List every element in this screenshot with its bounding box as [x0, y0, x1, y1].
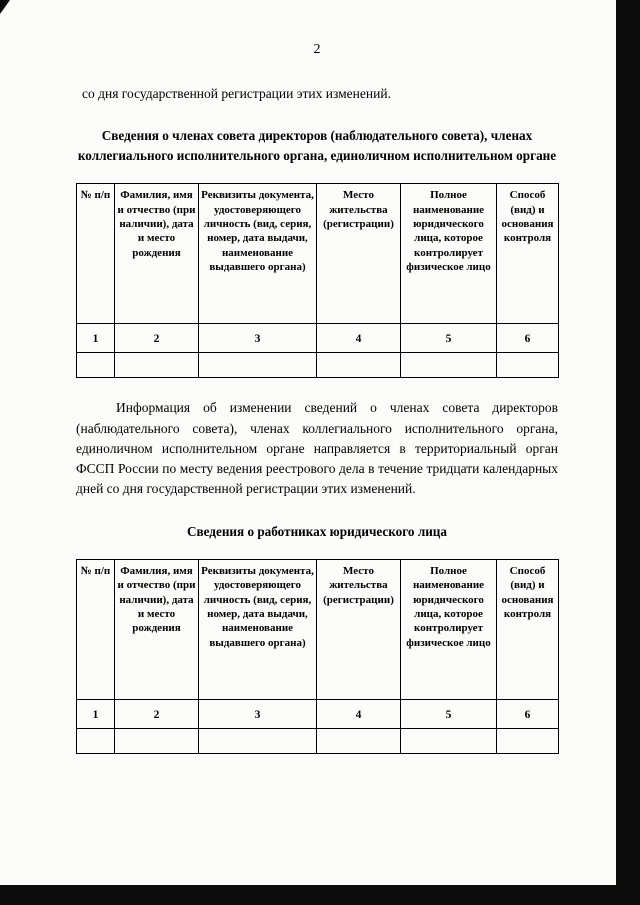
empty-cell [115, 353, 199, 378]
empty-cell [77, 353, 115, 378]
section-title-employees: Сведения о работниках юридического лица [186, 523, 448, 539]
directors-table-number-row [77, 324, 559, 353]
empty-cell [317, 729, 401, 754]
column-number: 4 [317, 700, 401, 729]
empty-cell [199, 729, 317, 754]
column-number: 3 [199, 324, 317, 353]
header-cell-number: № п/п [77, 184, 115, 324]
column-number: 4 [317, 324, 401, 353]
empty-cell [497, 729, 559, 754]
column-number: 5 [401, 324, 497, 353]
column-number: 3 [199, 700, 317, 729]
header-cell-document: Реквизиты документа, удостоверяющего личность (вид, серия, номер, дата выдачи, наименование выдавшего органа) [199, 184, 317, 324]
column-number: 2 [115, 700, 199, 729]
directors-table-empty-row [77, 353, 559, 378]
empty-cell [317, 353, 401, 378]
column-number: 1 [77, 700, 115, 729]
header-cell-entity: Полное наименование юридического лица, которое контролирует физическое лицо [401, 560, 497, 700]
empty-cell [401, 353, 497, 378]
page-number: 2 [313, 42, 321, 57]
empty-cell [199, 353, 317, 378]
employees-table-empty-row [77, 729, 559, 754]
empty-cell [497, 353, 559, 378]
employees-table-header-row [77, 560, 559, 700]
header-cell-residence: Место жительства (регистрации) [317, 560, 401, 700]
header-cell-name: Фамилия, имя и отчество (при наличии), дата и место рождения [115, 184, 199, 324]
directors-table [76, 183, 559, 378]
continuation-text: со дня государственной регистрации этих изменений. [82, 86, 391, 101]
employees-table-number-row [77, 700, 559, 729]
section-title-directors: Сведения о членах совета директоров (наблюдательного совета), членах коллегиального исполнительного органа, единоличном исполнительном органе [77, 127, 557, 164]
empty-cell [401, 729, 497, 754]
scan-artifact-corner [0, 0, 10, 14]
empty-cell [77, 729, 115, 754]
change-info-paragraph: Информация об изменении сведений о членах совета директоров (наблюдательного совета), членах коллегиального исполнительного органа, единоличном исполнительном органе направляется в территориальный орган ФССП России по месту ведения реестрового дела в течение тридцати календарных дней со дня государственной регистрации этих изменений. [76, 400, 558, 497]
column-number: 2 [115, 324, 199, 353]
header-cell-residence: Место жительства (регистрации) [317, 184, 401, 324]
employees-table [76, 559, 559, 754]
header-cell-document: Реквизиты документа, удостоверяющего личность (вид, серия, номер, дата выдачи, наименование выдавшего органа) [199, 560, 317, 700]
empty-cell [115, 729, 199, 754]
column-number: 6 [497, 700, 559, 729]
column-number: 5 [401, 700, 497, 729]
header-cell-control: Способ (вид) и основания контроля [497, 184, 559, 324]
header-cell-name: Фамилия, имя и отчество (при наличии), дата и место рождения [115, 560, 199, 700]
header-cell-control: Способ (вид) и основания контроля [497, 560, 559, 700]
column-number: 6 [497, 324, 559, 353]
header-cell-entity: Полное наименование юридического лица, которое контролирует физическое лицо [401, 184, 497, 324]
column-number: 1 [77, 324, 115, 353]
header-cell-number: № п/п [77, 560, 115, 700]
directors-table-header-row [77, 184, 559, 324]
